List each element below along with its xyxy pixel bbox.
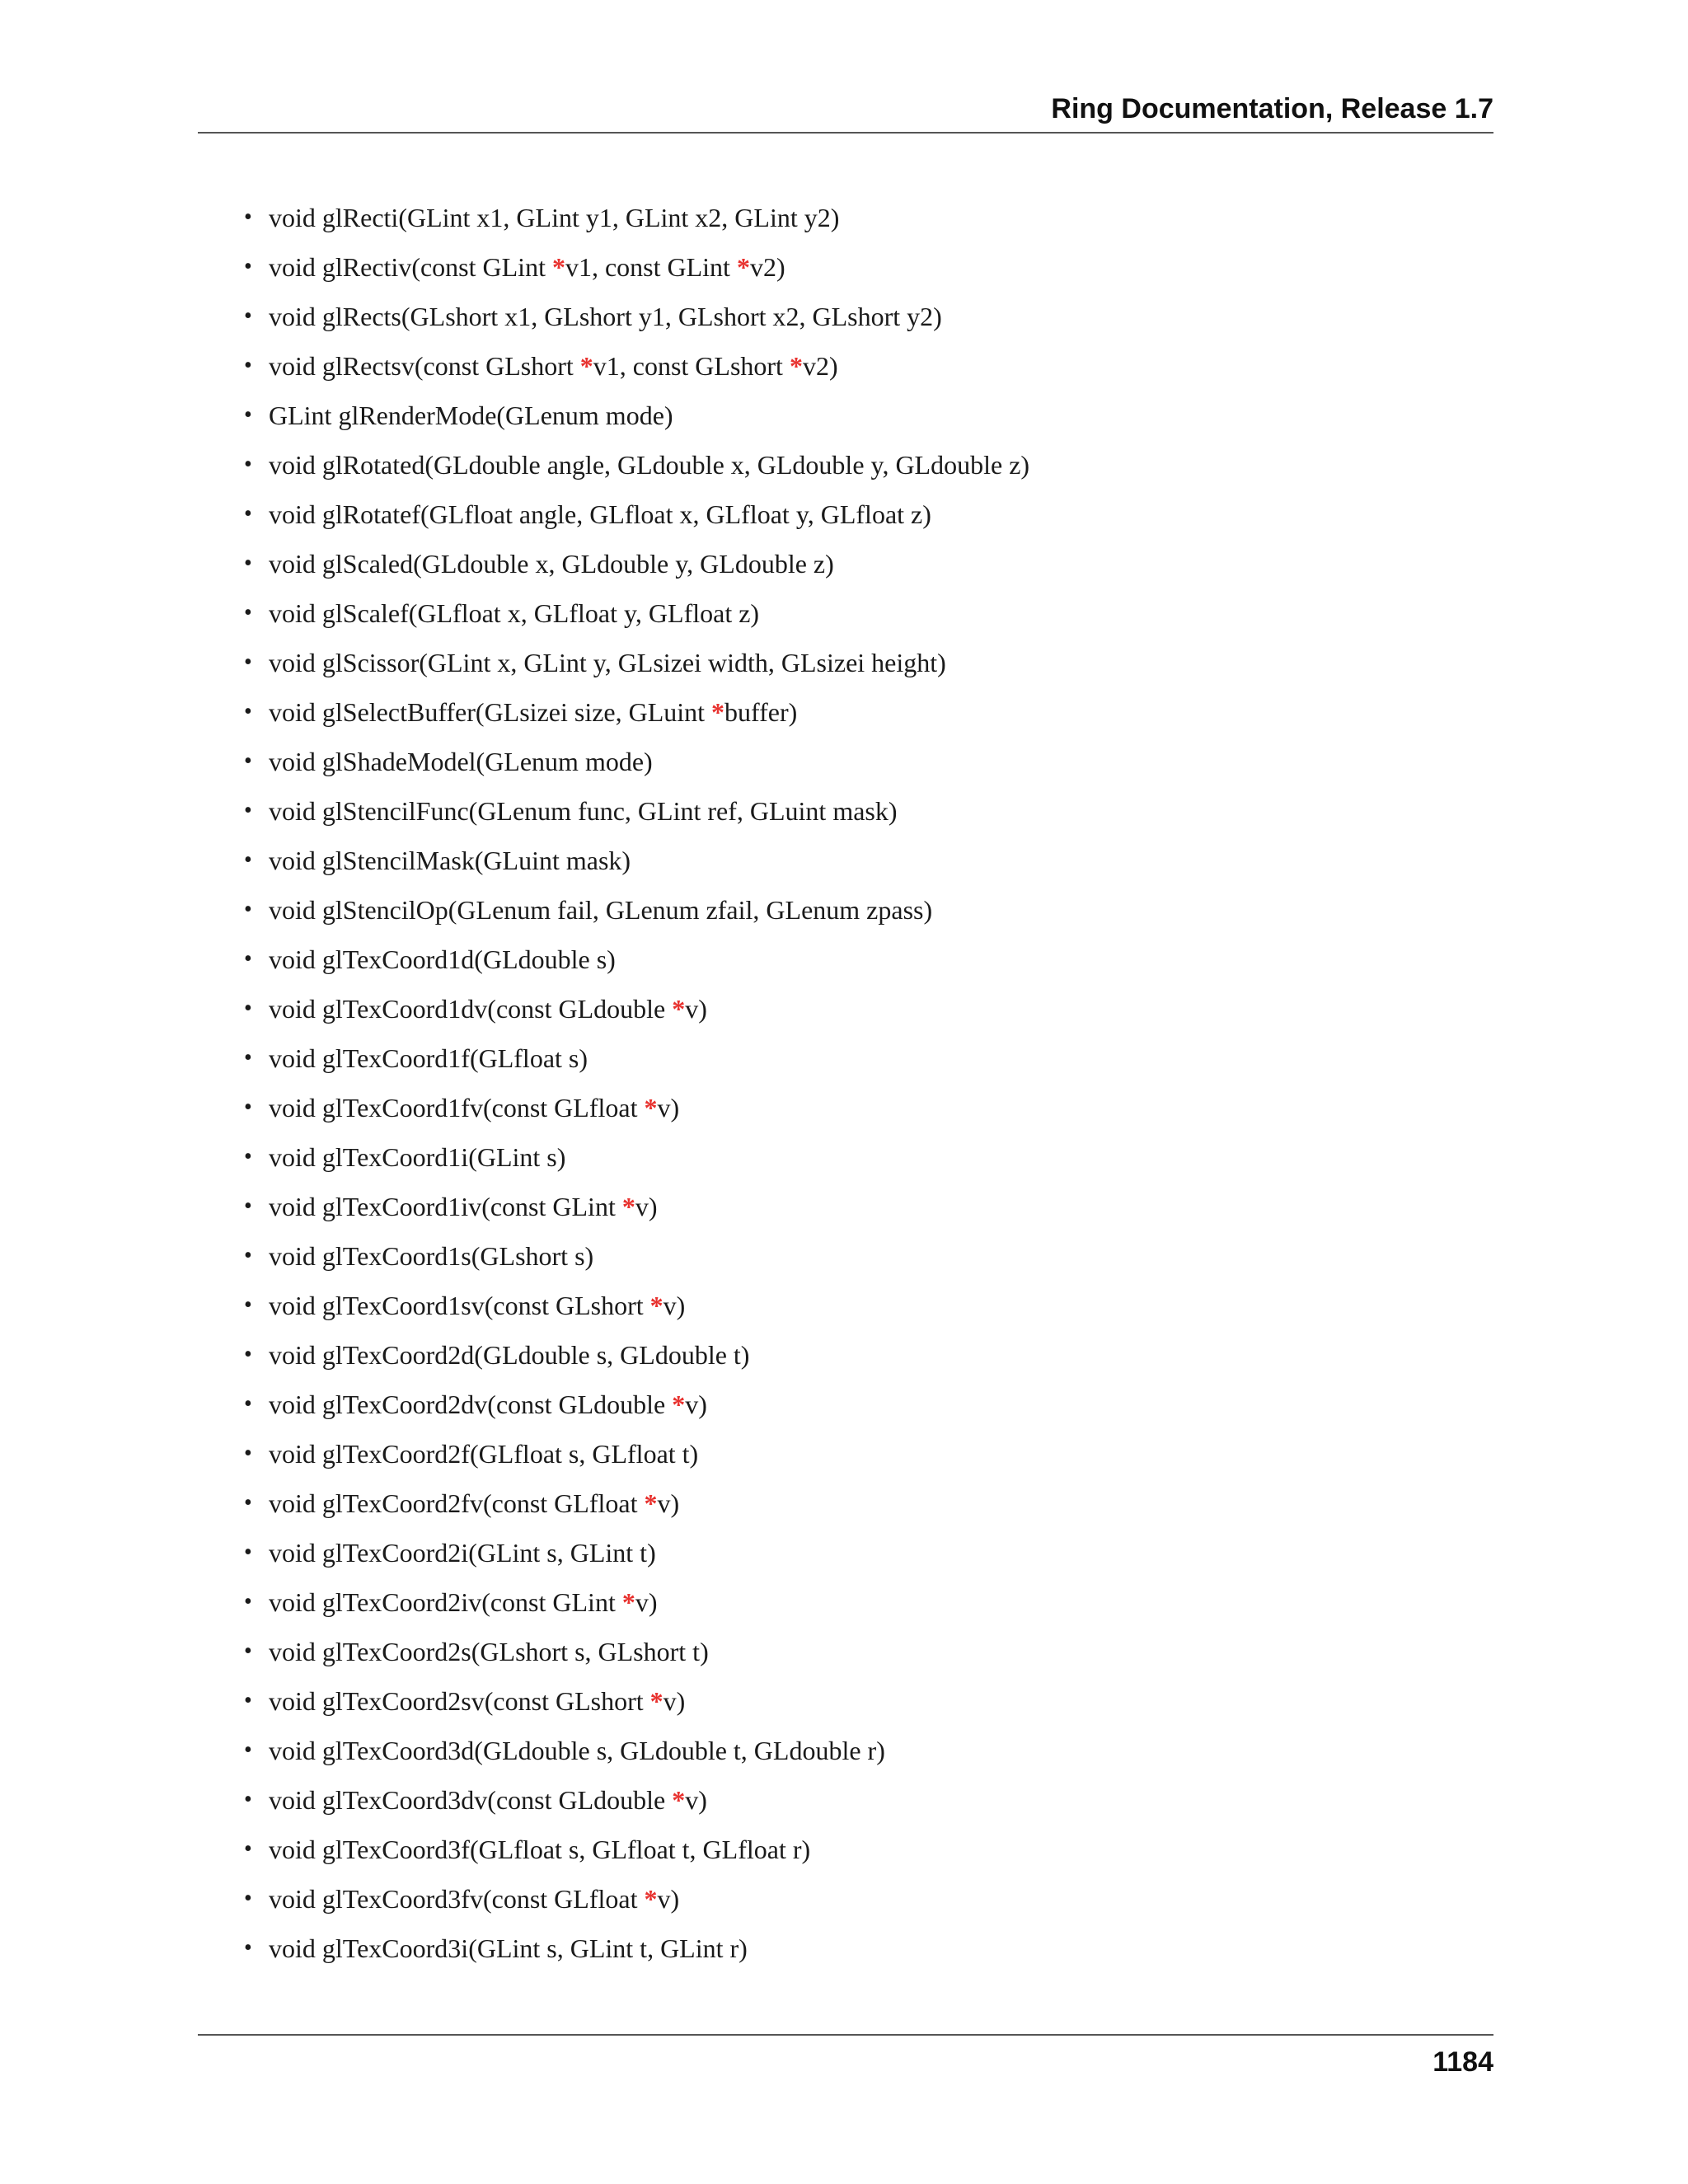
bullet-icon: • — [244, 847, 252, 873]
pointer-asterisk: * — [649, 1291, 663, 1320]
signature-text: v) — [663, 1291, 686, 1320]
list-item — [244, 543, 1480, 593]
list-item — [244, 1582, 1480, 1631]
signature-text: v2) — [749, 252, 785, 282]
list-item — [244, 593, 1480, 642]
list-item — [244, 1334, 1480, 1384]
bullet-icon: • — [244, 1638, 252, 1664]
pointer-asterisk: * — [579, 351, 593, 381]
bullet-icon: • — [244, 1342, 252, 1367]
signature-text: v) — [685, 1390, 707, 1419]
bullet-icon: • — [244, 1243, 252, 1268]
signature-text: void glRectiv(const GLint — [269, 252, 552, 282]
list-item — [244, 1829, 1480, 1878]
signature-text: GLint glRenderMode(GLenum mode) — [269, 401, 673, 430]
signature-text: void glTexCoord3f(GLfloat s, GLfloat t, GLfloat r) — [269, 1835, 811, 1864]
page-header — [198, 92, 1493, 134]
bullet-icon: • — [244, 1292, 252, 1318]
signature-text: void glRectsv(const GLshort — [269, 351, 580, 381]
page-footer — [198, 2034, 1493, 2078]
list-item — [244, 1384, 1480, 1433]
bullet-icon: • — [244, 501, 252, 527]
signature-text: void glTexCoord2iv(const GLint — [269, 1587, 622, 1617]
signature-text: void glTexCoord2f(GLfloat s, GLfloat t) — [269, 1439, 699, 1469]
signature-text: void glStencilFunc(GLenum func, GLint ref, GLuint mask) — [269, 796, 898, 826]
list-item — [244, 1235, 1480, 1285]
bullet-icon: • — [244, 1886, 252, 1911]
list-item — [244, 1483, 1480, 1532]
signature-text: void glTexCoord3i(GLint s, GLint t, GLint r) — [269, 1933, 748, 1963]
list-item — [244, 741, 1480, 790]
list-item — [244, 1137, 1480, 1186]
list-item — [244, 790, 1480, 840]
signature-text: void glTexCoord1i(GLint s) — [269, 1142, 566, 1172]
page-number: 1184 — [1432, 2046, 1493, 2078]
pointer-asterisk: * — [649, 1686, 663, 1716]
list-item — [244, 1928, 1480, 1977]
list-item — [244, 296, 1480, 345]
signature-text: void glTexCoord1dv(const GLdouble — [269, 994, 673, 1024]
signature-text: v) — [685, 994, 707, 1024]
bullet-icon: • — [244, 1045, 252, 1071]
bullet-icon: • — [244, 204, 252, 230]
bullet-icon: • — [244, 1193, 252, 1219]
bullet-icon: • — [244, 303, 252, 329]
pointer-asterisk: * — [551, 252, 565, 282]
signature-text: void glRects(GLshort x1, GLshort y1, GLshort x2, GLshort y2) — [269, 302, 942, 331]
pointer-asterisk: * — [621, 1587, 635, 1617]
list-item — [244, 642, 1480, 691]
signature-text: void glTexCoord3dv(const GLdouble — [269, 1785, 673, 1815]
pointer-asterisk: * — [672, 1390, 686, 1419]
bullet-icon: • — [244, 1737, 252, 1763]
bullet-icon: • — [244, 1441, 252, 1466]
signature-text: void glShadeModel(GLenum mode) — [269, 747, 653, 776]
signature-text: v) — [657, 1488, 680, 1518]
signature-text: void glTexCoord1d(GLdouble s) — [269, 944, 616, 974]
pointer-asterisk: * — [736, 252, 750, 282]
pointer-asterisk: * — [644, 1093, 658, 1122]
pointer-asterisk: * — [672, 994, 686, 1024]
bullet-icon: • — [244, 996, 252, 1021]
bullet-icon: • — [244, 798, 252, 823]
bullet-icon: • — [244, 1540, 252, 1565]
signature-text: void glTexCoord1iv(const GLint — [269, 1192, 622, 1221]
bullet-icon: • — [244, 353, 252, 378]
signature-text: v) — [657, 1884, 680, 1914]
signature-text: void glTexCoord2d(GLdouble s, GLdouble t) — [269, 1340, 750, 1370]
list-item — [244, 395, 1480, 444]
signature-text: v1, const GLint — [565, 252, 737, 282]
bullet-icon: • — [244, 254, 252, 279]
signature-text: void glStencilOp(GLenum fail, GLenum zfail, GLenum zpass) — [269, 895, 933, 925]
list-item — [244, 988, 1480, 1038]
list-item — [244, 1779, 1480, 1829]
signature-text: void glTexCoord2i(GLint s, GLint t) — [269, 1538, 656, 1568]
bullet-icon: • — [244, 402, 252, 428]
list-item — [244, 1087, 1480, 1137]
signature-text: void glTexCoord3d(GLdouble s, GLdouble t, GLdouble r) — [269, 1736, 885, 1765]
list-item — [244, 1878, 1480, 1928]
list-item — [244, 246, 1480, 296]
list-item — [244, 345, 1480, 395]
list-item — [244, 1433, 1480, 1483]
signature-text: v) — [663, 1686, 686, 1716]
signature-text: v1, const GLshort — [593, 351, 790, 381]
signature-text: v) — [635, 1587, 658, 1617]
bullet-icon: • — [244, 1490, 252, 1516]
list-item — [244, 840, 1480, 889]
signature-text: void glScissor(GLint x, GLint y, GLsizei width, GLsizei height) — [269, 648, 946, 677]
bullet-icon: • — [244, 699, 252, 724]
signature-text: void glTexCoord2fv(const GLfloat — [269, 1488, 645, 1518]
bullet-icon: • — [244, 1836, 252, 1862]
bullet-icon: • — [244, 649, 252, 675]
signature-text: v) — [635, 1192, 658, 1221]
pointer-asterisk: * — [789, 351, 803, 381]
bullet-icon: • — [244, 600, 252, 626]
pointer-asterisk: * — [711, 697, 725, 727]
bullet-icon: • — [244, 452, 252, 477]
signature-text: void glRecti(GLint x1, GLint y1, GLint x2, GLint y2) — [269, 203, 840, 232]
list-item — [244, 444, 1480, 494]
bullet-icon: • — [244, 1787, 252, 1812]
bullet-icon: • — [244, 1688, 252, 1713]
signature-text: v2) — [802, 351, 838, 381]
list-item — [244, 1631, 1480, 1680]
signature-text: void glRotated(GLdouble angle, GLdouble x, GLdouble y, GLdouble z) — [269, 450, 1030, 480]
signature-text: void glScaled(GLdouble x, GLdouble y, GLdouble z) — [269, 549, 834, 579]
signature-text: buffer) — [724, 697, 798, 727]
signature-text: void glScalef(GLfloat x, GLfloat y, GLfloat z) — [269, 598, 760, 628]
list-item — [244, 691, 1480, 741]
bullet-icon: • — [244, 897, 252, 922]
list-item — [244, 494, 1480, 543]
pointer-asterisk: * — [621, 1192, 635, 1221]
signature-text: void glRotatef(GLfloat angle, GLfloat x, GLfloat y, GLfloat z) — [269, 499, 931, 529]
signature-text: void glSelectBuffer(GLsizei size, GLuint — [269, 697, 712, 727]
bullet-icon: • — [244, 551, 252, 576]
signature-text: void glTexCoord2s(GLshort s, GLshort t) — [269, 1637, 709, 1666]
signature-text: v) — [657, 1093, 680, 1122]
bullet-icon: • — [244, 1144, 252, 1169]
bullet-icon: • — [244, 1391, 252, 1417]
bullet-icon: • — [244, 1589, 252, 1615]
signature-text: void glStencilMask(GLuint mask) — [269, 846, 631, 875]
pointer-asterisk: * — [644, 1884, 658, 1914]
list-item — [244, 889, 1480, 939]
bullet-icon: • — [244, 1935, 252, 1961]
signature-text: void glTexCoord3fv(const GLfloat — [269, 1884, 645, 1914]
list-item — [244, 1730, 1480, 1779]
list-item — [244, 197, 1480, 246]
list-item — [244, 1038, 1480, 1087]
document-title: Ring Documentation, Release 1.7 — [1051, 93, 1493, 124]
signature-text: void glTexCoord1f(GLfloat s) — [269, 1043, 588, 1073]
function-list — [244, 197, 1480, 1977]
bullet-icon: • — [244, 1094, 252, 1120]
list-item — [244, 1532, 1480, 1582]
list-item — [244, 1285, 1480, 1334]
pointer-asterisk: * — [672, 1785, 686, 1815]
bullet-icon: • — [244, 946, 252, 972]
signature-text: void glTexCoord1s(GLshort s) — [269, 1241, 594, 1271]
bullet-icon: • — [244, 748, 252, 774]
signature-text: void glTexCoord1fv(const GLfloat — [269, 1093, 645, 1122]
page-content — [244, 197, 1480, 1977]
pointer-asterisk: * — [644, 1488, 658, 1518]
list-item — [244, 1680, 1480, 1730]
list-item — [244, 1186, 1480, 1235]
signature-text: void glTexCoord1sv(const GLshort — [269, 1291, 650, 1320]
signature-text: v) — [685, 1785, 707, 1815]
signature-text: void glTexCoord2sv(const GLshort — [269, 1686, 650, 1716]
list-item — [244, 939, 1480, 988]
signature-text: void glTexCoord2dv(const GLdouble — [269, 1390, 673, 1419]
